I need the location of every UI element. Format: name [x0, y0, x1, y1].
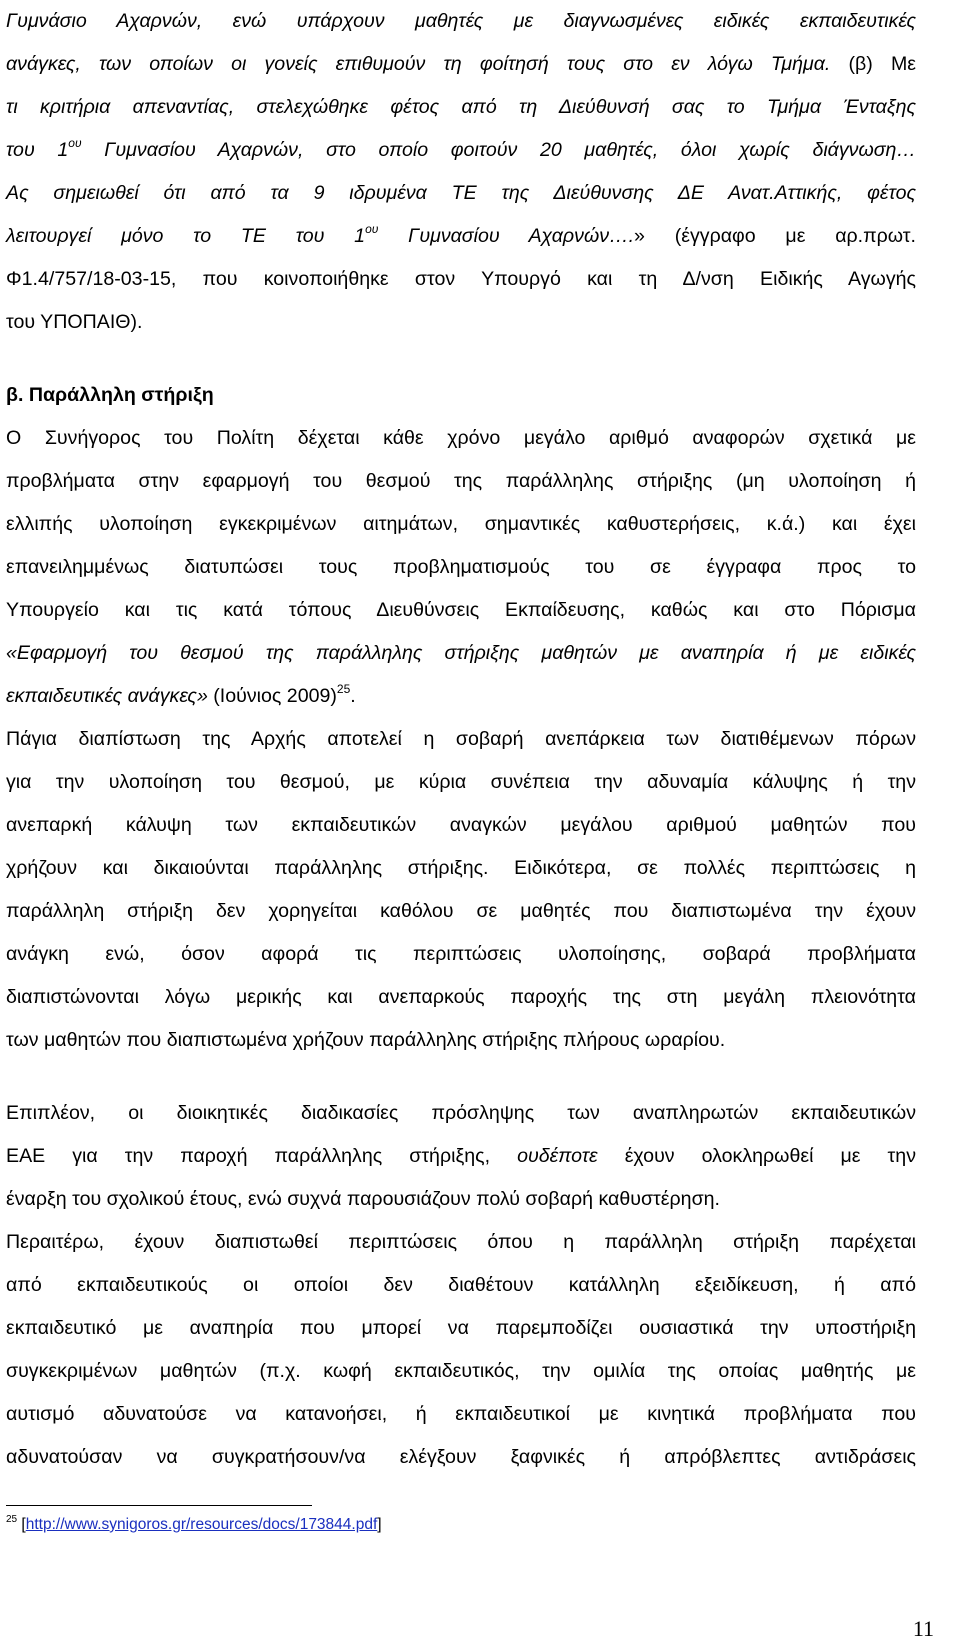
text-line — [6, 129, 916, 172]
paragraph — [6, 1221, 916, 1479]
section-heading: β. Παράλληλη στήριξη — [6, 384, 214, 406]
text-line: ελλιπής υλοποίηση εγκεκριμένων αιτημάτων, σημαντικές καθυστερήσεις, κ.ά.) και έχει — [6, 513, 916, 535]
text-line: Πάγια διαπίστωση της Αρχής αποτελεί η σοβαρή ανεπάρκεια των διατιθέμενων πόρων — [6, 728, 916, 750]
page-number: 11 — [912, 1616, 934, 1641]
text-line: ανάγκη ενώ, όσον αφορά τις περιπτώσεις υλοποίησης, σοβαρά προβλήματα — [6, 943, 916, 965]
text-line: ανεπαρκή κάλυψη των εκπαιδευτικών αναγκών μεγάλου αριθμού μαθητών που — [6, 814, 916, 836]
bracket-close: ] — [377, 1516, 382, 1533]
text-line — [6, 1135, 916, 1178]
text-line: Φ1.4/757/18-03-15, που κοινοποιήθηκε στον Υπουργό και τη Δ/νση Ειδικής Αγωγής — [6, 268, 916, 290]
text-fragment: έχουν ολοκληρωθεί με την — [624, 1145, 916, 1167]
document-page — [6, 0, 916, 1479]
text-fragment: (β) Με — [830, 53, 917, 75]
text-fragment: (Ιούνιος 2009) — [207, 685, 337, 707]
text-line: αυτισμό αδυνατούσε να κατανοήσει, ή εκπαιδευτικοί με κινητικά προβλήματα που — [6, 1403, 916, 1425]
footnote-link[interactable]: http://www.synigoros.gr/resources/docs/173844.pdf — [25, 1516, 378, 1533]
text-line: αδυνατούσαν να συγκρατήσουν/να ελέγξουν ξαφνικές ή απρόβλεπτες αντιδράσεις — [6, 1446, 916, 1468]
section-continuation — [6, 0, 916, 344]
text-line: Ο Συνήγορος του Πολίτη δέχεται κάθε χρόνο μεγάλο αριθμό αναφορών σχετικά με — [6, 427, 916, 449]
text-fragment: λειτουργεί μόνο το ΤΕ του 1 — [6, 225, 366, 247]
text-fragment: ουδέποτε — [517, 1145, 598, 1167]
text-line: προβλήματα στην εφαρμογή του θεσμού της παράλληλης στήριξης (μη υλοποίηση ή — [6, 470, 916, 492]
bracket-open: [ — [17, 1516, 26, 1533]
text-line: «Εφαρμογή του θεσμού της παράλληλης στήριξης μαθητών με αναπηρία ή με ειδικές — [6, 642, 916, 664]
text-line: επανειλημμένως διατυπώσει τους προβληματισμούς του σε έγγραφα προς το — [6, 556, 916, 578]
spacer — [6, 1062, 916, 1092]
text-line: Επιπλέον, οι διοικητικές διαδικασίες πρόσληψης των αναπληρωτών εκπαιδευτικών — [6, 1102, 916, 1124]
spacer — [6, 344, 916, 374]
text-line — [6, 43, 916, 86]
paragraph — [6, 417, 916, 718]
text-line: διαπιστώνονται λόγω μερικής και ανεπαρκούς παροχής της στη μεγάλη πλειονότητα — [6, 986, 916, 1008]
text-fragment: εκπαιδευτικές ανάγκες» — [6, 685, 208, 707]
text-fragment: » (έγγραφο με αρ.πρωτ. — [634, 225, 916, 247]
text-fragment: ΕΑΕ για την παροχή παράλληλης στήριξης, — [6, 1145, 491, 1167]
text-fragment: Γυμνασίου Αχαρνών…. — [378, 225, 635, 247]
text-line: του ΥΠΟΠΑΙΘ). — [6, 311, 143, 333]
text-line — [6, 215, 916, 258]
text-line: από εκπαιδευτικούς οι οποίοι δεν διαθέτουν κατάλληλη εξειδίκευση, ή από — [6, 1274, 916, 1296]
text-line: Γυμνάσιο Αχαρνών, ενώ υπάρχουν μαθητές με διαγνωσμένες ειδικές εκπαιδευτικές — [6, 10, 916, 32]
superscript: ου — [365, 222, 379, 236]
text-fragment: Γυμνασίου Αχαρνών, στο οποίο φοιτούν 20 μαθητές, όλοι χωρίς διάγνωση… — [81, 139, 916, 161]
text-line: έναρξη του σχολικού έτους, ενώ συχνά παρουσιάζουν πολύ σοβαρή καθυστέρηση. — [6, 1188, 721, 1210]
text-line: τι κριτήρια απεναντίας, στελεχώθηκε φέτος από τη Διεύθυνσή σας το Τμήμα Ένταξης — [6, 96, 916, 118]
text-line: Ας σημειωθεί ότι από τα 9 ιδρυμένα ΤΕ της Διεύθυνσης ΔΕ Ανατ.Αττικής, φέτος — [6, 182, 916, 204]
footnote — [6, 1513, 382, 1537]
paragraph — [6, 718, 916, 1062]
text-fragment: του 1 — [6, 139, 69, 161]
footnote-separator — [6, 1505, 312, 1506]
footnote-reference[interactable]: 25 — [336, 682, 351, 696]
text-line: εκπαιδευτικό με αναπηρία που μπορεί να παρεμποδίζει ουσιαστικά την υποστήριξη — [6, 1317, 916, 1339]
text-fragment: ανάγκες, των οποίων οι γονείς επιθυμούν τη φοίτησή τους στο εν λόγω Τμήμα. — [6, 53, 831, 75]
text-line — [6, 675, 916, 718]
footnote-number: 25 — [6, 1514, 18, 1525]
text-line: των μαθητών που διαπιστωμένα χρήζουν παράλληλης στήριξης πλήρους ωραρίου. — [6, 1029, 726, 1051]
text-line: παράλληλη στήριξη δεν χορηγείται καθόλου σε μαθητές που διαπιστωμένα την έχουν — [6, 900, 916, 922]
text-line: χρήζουν και δικαιούνται παράλληλης στήριξης. Ειδικότερα, σε πολλές περιπτώσεις η — [6, 857, 916, 879]
text-fragment: . — [350, 685, 356, 707]
superscript: ου — [68, 136, 82, 150]
text-line: Υπουργείο και τις κατά τόπους Διευθύνσεις Εκπαίδευσης, καθώς και στο Πόρισμα — [6, 599, 916, 621]
text-line: για την υλοποίηση του θεσμού, με κύρια συνέπεια την αδυναμία κάλυψης ή την — [6, 771, 916, 793]
paragraph — [6, 1092, 916, 1221]
text-line: συγκεκριμένων μαθητών (π.χ. κωφή εκπαιδευτικός, την ομιλία της οποίας μαθητής με — [6, 1360, 916, 1382]
text-line: Περαιτέρω, έχουν διαπιστωθεί περιπτώσεις όπου η παράλληλη στήριξη παρέχεται — [6, 1231, 916, 1253]
